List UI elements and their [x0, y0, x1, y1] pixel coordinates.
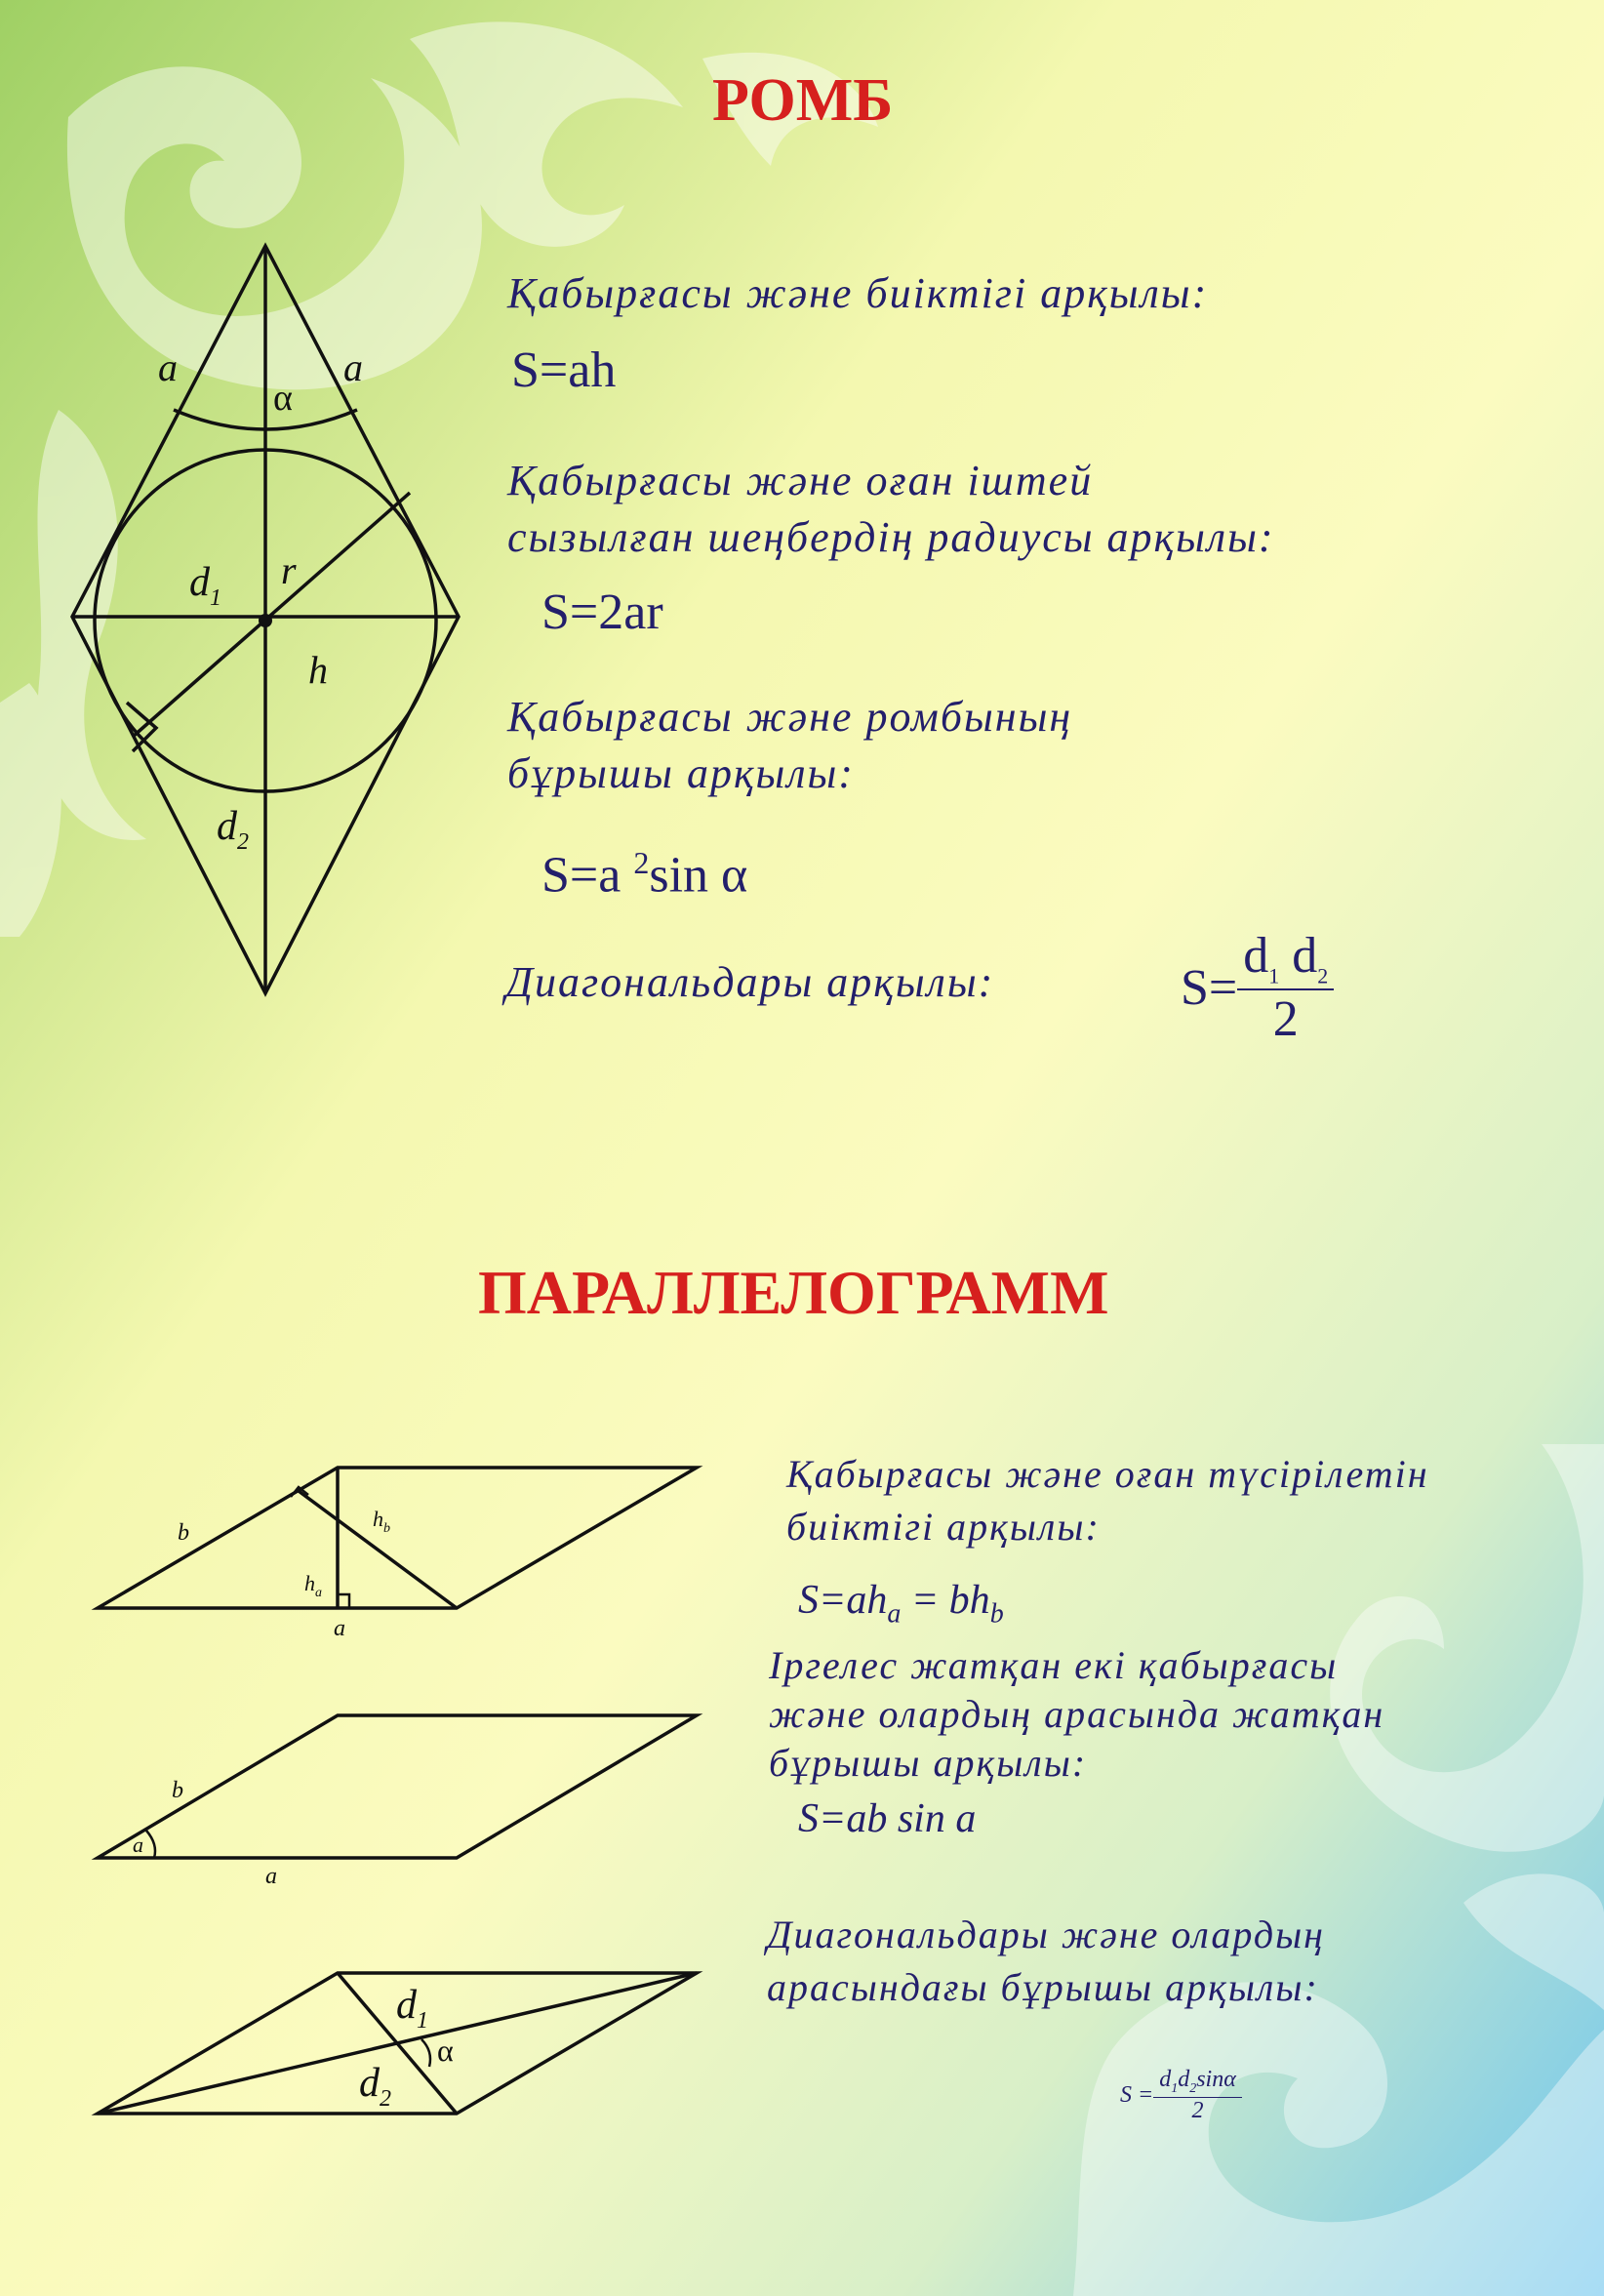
right-angle-ha — [338, 1594, 349, 1608]
fig1-label-a: a — [334, 1616, 345, 1641]
angle-arc-2 — [146, 1831, 155, 1858]
parallelogram-2 — [98, 1715, 697, 1858]
label-alpha: α — [273, 378, 293, 419]
parallelogram-formula-2: S=ab sin a — [798, 1796, 977, 1841]
rhombus-caption-1: Қабырғасы және биіктігі арқылы: — [507, 269, 1209, 317]
parallelogram-title: ПАРАЛЛЕЛОГРАММ — [478, 1258, 1109, 1327]
fig1-label-b: b — [178, 1520, 189, 1546]
label-a-left: a — [158, 345, 178, 389]
parallelogram-caption-3: Диагональдары және олардың арасындағы бұрышы арқылы: — [767, 1913, 1325, 2009]
label-d1: $d_1$ — [189, 560, 221, 611]
center-point — [259, 614, 272, 627]
label-r: r — [281, 548, 297, 592]
angle-arc-3 — [421, 2039, 430, 2067]
rhombus-caption-3: Қабырғасы және ромбының бұрышы арқылы: — [507, 693, 1073, 797]
fig1-label-ha: $h_a$ — [304, 1571, 322, 1600]
parallelogram-formula-1: $S=ah_a = bh_b$ — [798, 1578, 1004, 1630]
fig2-label-a: a — [265, 1864, 277, 1889]
parallelogram-caption-1: Қабырғасы және оған түсірілетін биіктігі арқылы: — [786, 1452, 1429, 1549]
label-a-right: a — [343, 345, 363, 389]
fig3-label-alpha: α — [437, 2033, 454, 2068]
label-h: h — [308, 648, 328, 692]
rhombus-formula-3: S=a $^2$sin α — [541, 845, 748, 904]
rhombus-formula-2: S=2ar — [541, 584, 663, 640]
rhombus-caption-4: Диагональдары арқылы: — [505, 958, 995, 1006]
rhombus-caption-2: Қабырғасы және оған іштей сызылған шеңбердің радиусы арқылы: — [507, 457, 1275, 561]
rhombus-formula-4: S= $\frac{d_1 d_2}{2}$ — [1181, 927, 1334, 1048]
rhombus-figure — [59, 234, 478, 1005]
parallelogram-caption-2: Іргелес жатқан екі қабырғасы және олардың арасында жатқан бұрышы арқылы: — [769, 1643, 1385, 1785]
fig3-label-d2: $d_2$ — [359, 2061, 391, 2112]
rhombus-title: РОМБ — [712, 67, 894, 134]
height-h — [133, 493, 410, 737]
fig2-label-b: b — [172, 1778, 183, 1803]
label-d2: $d_2$ — [217, 804, 249, 855]
parallelogram-figures — [78, 1444, 722, 2137]
fig2-label-alpha: a — [133, 1833, 143, 1857]
fig3-label-d1: $d_1$ — [396, 1983, 428, 2034]
rhombus-formula-1: S=ah — [511, 342, 617, 398]
fig1-label-hb: $h_b$ — [373, 1507, 390, 1536]
parallelogram-formula-3: S = $\frac{d_1d_2\sin\alpha}{2}$ — [1120, 2067, 1242, 2124]
